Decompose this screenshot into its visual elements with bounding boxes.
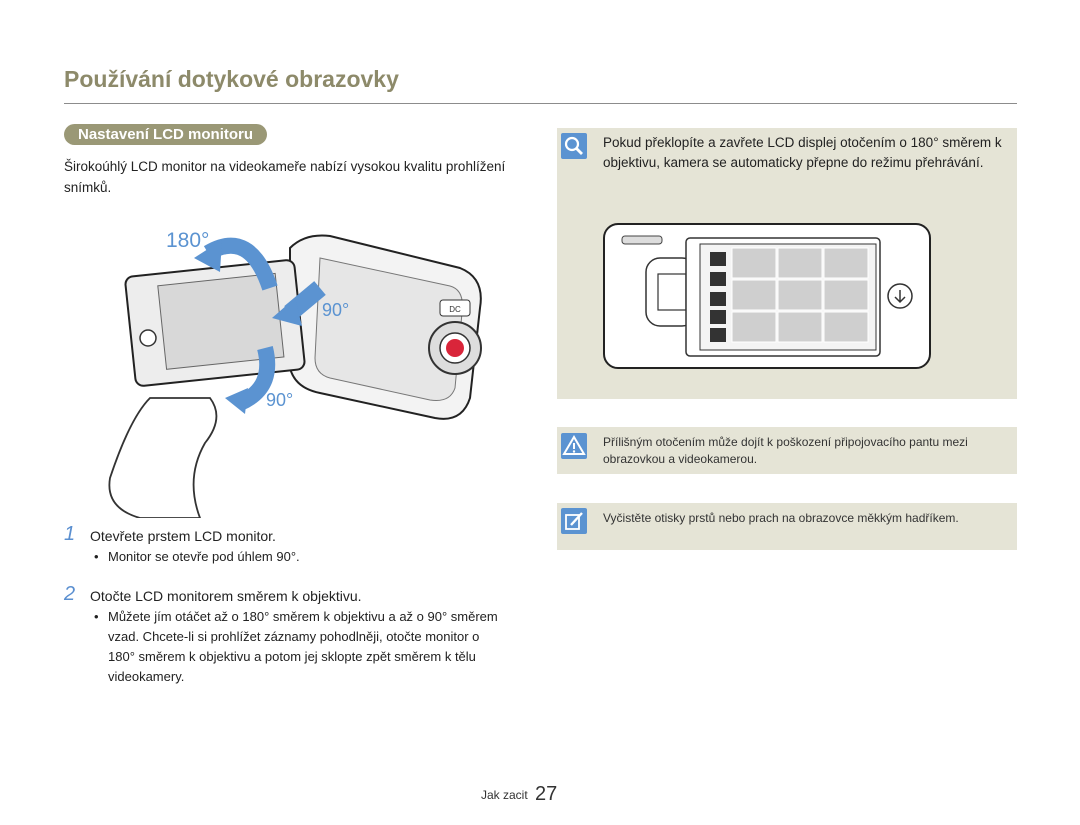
step-1-number: 1 [64,523,76,545]
angle-label-180: 180° [166,229,210,252]
angle-label-90-back: 90° [266,390,294,410]
hand-illustration [109,398,216,518]
footer-section-label: Jak zacit [481,788,528,802]
note-text: Vyčistěte otisky prstů nebo prach na obrazovce měkkým hadříkem. [603,511,959,525]
magnifier-icon [561,133,587,159]
warning-text: Přílišným otočením může dojít k poškození připojovacího pantu mezi obrazovkou a videokamerou. [603,435,968,466]
camcorder-body [290,236,481,419]
record-button-illustration [446,339,464,357]
section-intro: Širokoúhlý LCD monitor na videokameře nabízí vysokou kvalitu prohlížení snímků. [64,159,506,195]
step-2 [64,583,75,606]
step-2-bullet: • Můžete jím otáčet až o 180° směrem k objektivu a až o 90° směrem vzad. Chcete-li si prohlížet záznamy pohodlněji, otočte monitor o 180° směrem k objektivu a potom jej sklopte zpět směrem k tělu videokamery. [94,609,498,684]
camcorder-playback-illustration [600,220,935,372]
camcorder-rotation-illustration [90,218,510,518]
svg-text:DC: DC [449,305,461,314]
lcd-panel-illustration [125,259,306,386]
pencil-note-icon [561,508,587,534]
angle-label-90-forward: 90° [322,300,350,320]
bullet-dot: • [94,609,99,624]
step-1 [64,523,75,546]
section-heading: Nastavení LCD monitoru [64,124,267,145]
bullet-dot: • [94,549,99,564]
title-divider [64,103,1017,104]
step-2-text: Otočte LCD monitorem směrem k objektivu. [90,588,362,604]
page-number: 27 [535,783,558,805]
warning-triangle-icon [561,433,587,459]
step-1-bullet: • Monitor se otevře pod úhlem 90°. [108,547,508,567]
page-title: Používání dotykové obrazovky [64,66,399,92]
step-1-text: Otevřete prstem LCD monitor. [90,528,276,544]
tip-text: Pokud překlopíte a zavřete LCD displej otočením o 180° směrem k objektivu, kamera se automaticky přepne do režimu přehrávání. [603,135,1002,170]
step-2-number: 2 [64,583,76,605]
